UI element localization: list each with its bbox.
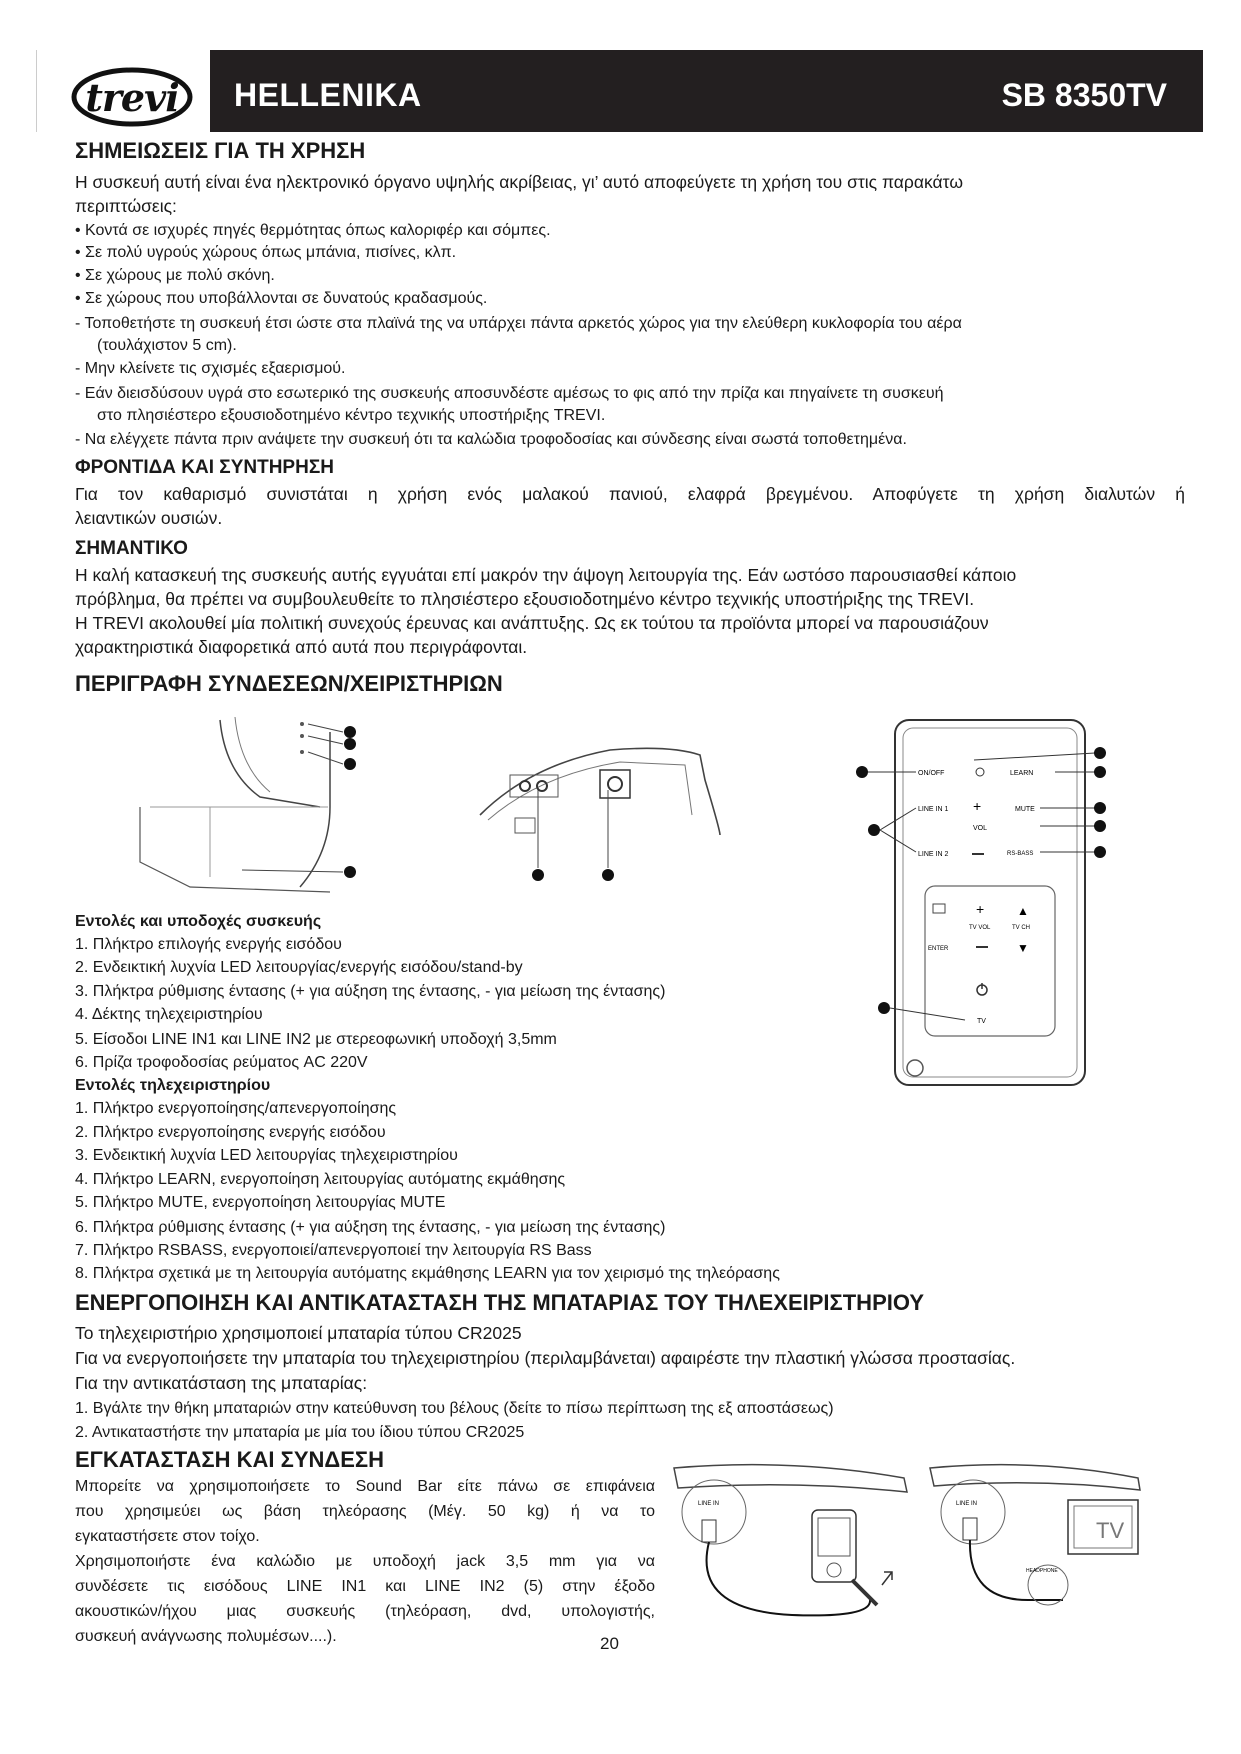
language-title: HELLENIKA xyxy=(234,77,422,113)
remote-label-rsbass: RS-BASS xyxy=(1007,851,1034,857)
remote-label-learn: LEARN xyxy=(1010,770,1034,777)
battery-title: ΕΝΕΡΓΟΠΟΙΗΣΗ ΚΑΙ ΑΝΤΙΚΑΤΑΣΤΑΣΗ ΤΗΣ ΜΠΑΤΑΡΙΑΣ ΤΟΥ ΤΗΛΕΧΕΙΡΙΣΤΗΡΙΟΥ xyxy=(75,1290,925,1315)
battery-step: 1. Βγάλτε την θήκη μπαταριών στην κατεύθυνση του βέλους (δείτε το πίσω περίπτωση της εξ αποστάσεως) xyxy=(75,1400,834,1417)
important-line-4: χαρακτηριστικά διαφορετικά από αυτά που περιγράφονται. xyxy=(75,637,528,657)
usage-dash: - Μην κλείνετε τις σχισμές εξαερισμού. xyxy=(75,360,346,377)
jack-label-2: LINE IN xyxy=(956,1501,978,1507)
trevi-logo: trevi xyxy=(70,66,194,128)
remote-item: 8. Πλήκτρα σχετικά με τη λειτουργία αυτόματης εκμάθησης LEARN για τον χειρισμό της τηλεόρασης xyxy=(75,1265,780,1282)
install-line: Μπορείτε να χρησιμοποιήσετε το Sound Bar είτε πάνω σε επιφάνεια xyxy=(75,1478,655,1495)
care-line-2: λειαντικών ουσιών. xyxy=(75,508,223,528)
battery-line-3: Για την αντικατάσταση της μπαταρίας: xyxy=(75,1373,368,1393)
remote-item: 1. Πλήκτρο ενεργοποίησης/απενεργοποίησης xyxy=(75,1100,397,1117)
soundbar-side-diagram xyxy=(130,712,370,912)
remote-item: 4. Πλήκτρο LEARN, ενεργοποίηση λειτουργίας αυτόματης εκμάθησης xyxy=(75,1171,566,1188)
install-line: που χρησιμεύει ως βάση τηλεόρασης (Μέγ. 50 kg) ή να το xyxy=(75,1503,655,1520)
remote-control-diagram xyxy=(840,718,1140,1088)
svg-text:+: + xyxy=(973,798,982,814)
install-title: ΕΓΚΑΤΑΣΤΑΣΗ ΚΑΙ ΣΥΝΔΕΣΗ xyxy=(75,1447,384,1472)
controls-title: ΠΕΡΙΓΡΑΦΗ ΣΥΝΔΕΣΕΩΝ/ΧΕΙΡΙΣΤΗΡΙΩΝ xyxy=(75,671,503,696)
remote-label-line2: LINE IN 2 xyxy=(918,851,949,858)
battery-line-1: Το τηλεχειριστήριο χρησιμοποιεί μπαταρία τύπου CR2025 xyxy=(75,1323,522,1343)
page-header xyxy=(70,50,1203,132)
usage-bullet: • Κοντά σε ισχυρές πηγές θερμότητας όπως καλοριφέρ και σόμπες. xyxy=(75,222,551,239)
remote-item: 2. Πλήκτρο ενεργοποίησης ενεργής εισόδου xyxy=(75,1124,386,1141)
remote-label-line1: LINE IN 1 xyxy=(918,806,949,813)
header-bar xyxy=(210,50,1203,132)
remote-item: 3. Ενδεικτική λυχνία LED λειτουργίας τηλεχειριστηρίου xyxy=(75,1147,458,1164)
usage-dash: - Εάν διεισδύσουν υγρά στο εσωτερικό της συσκευής αποσυνδέστε αμέσως το φις από την πρίζα και πηγαίνετε τη συσκευή xyxy=(75,385,944,402)
install-line: συσκευή ανάγνωσης πολυμέσων....). xyxy=(75,1628,337,1645)
install-line: Χρησιμοποιήστε ένα καλώδιο με υποδοχή jack 3,5 mm για να xyxy=(75,1553,655,1570)
remote-label-tvvol: TV VOL xyxy=(969,925,991,931)
usage-dash-cont: στο πλησιέστερο εξουσιοδοτημένο κέντρο τεχνικής υποστήριξης TREVI. xyxy=(97,407,606,424)
battery-step: 2. Αντικαταστήστε την μπαταρία με μία του ίδιου τύπου CR2025 xyxy=(75,1424,525,1441)
usage-intro-1: Η συσκευή αυτή είναι ένα ηλεκτρονικό όργανο υψηλής ακρίβειας, γι’ αυτό αποφεύγετε τη χρήση του στις παρακάτω xyxy=(75,172,963,192)
remote-label-enter: ENTER xyxy=(928,946,949,952)
connection-diagram-player xyxy=(672,1460,912,1635)
usage-dash: - Τοποθετήστε τη συσκευή έτσι ώστε στα πλαϊνά της να υπάρχει πάντα αρκετός χώρος για την ελεύθερη κυκλοφορία του αέρα xyxy=(75,315,962,332)
svg-text:▼: ▼ xyxy=(1017,941,1029,955)
svg-text:▲: ▲ xyxy=(1017,904,1029,918)
important-line-1: Η καλή κατασκευή της συσκευής αυτής εγγυάται επί μακρόν την άψογη λειτουργία της. Εάν ωστόσο παρουσιασθεί κάποιο xyxy=(75,565,1017,585)
device-item: 2. Ενδεικτική λυχνία LED λειτουργίας/ενεργής εισόδου/stand-by xyxy=(75,959,523,976)
device-item: 1. Πλήκτρο επιλογής ενεργής εισόδου xyxy=(75,936,342,953)
important-line-2: πρόβλημα, θα πρέπει να συμβουλευθείτε το πλησιέστερο εξουσιοδοτημένο κέντρο τεχνικής υποστήριξης της TREVI. xyxy=(75,589,975,609)
model-number: SB 8350TV xyxy=(1001,77,1167,113)
headphone-label: HEADPHONE xyxy=(1026,1568,1058,1574)
device-item: 4. Δέκτης τηλεχειριστηρίου xyxy=(75,1006,263,1023)
remote-label-vol: VOL xyxy=(973,825,988,832)
remote-item: 5. Πλήκτρο MUTE, ενεργοποίηση λειτουργίας MUTE xyxy=(75,1194,446,1211)
device-item: 3. Πλήκτρα ρύθμισης έντασης (+ για αύξηση της έντασης, - για μείωση της έντασης) xyxy=(75,983,666,1000)
important-line-3: Η TREVI ακολουθεί μία πολιτική συνεχούς έρευνας και ανάπτυξης. Ως εκ τούτου τα προϊόντα μπορεί να παρουσιάζουν xyxy=(75,613,989,633)
usage-title: ΣΗΜΕΙΩΣΕΙΣ ΓΙΑ ΤΗ ΧΡΗΣΗ xyxy=(75,138,366,163)
remote-controls-heading: Εντολές τηλεχειριστηρίου xyxy=(75,1077,271,1094)
usage-bullet: • Σε πολύ υγρούς χώρους όπως μπάνια, πισίνες, κλπ. xyxy=(75,244,457,261)
device-item: 6. Πρίζα τροφοδοσίας ρεύματος AC 220V xyxy=(75,1054,368,1071)
device-item: 5. Είσοδοι LINE IN1 και LINE IN2 με στερεοφωνική υποδοχή 3,5mm xyxy=(75,1031,557,1048)
jack-label-1: LINE IN xyxy=(698,1501,720,1507)
care-line-1: Για τον καθαρισμό συνιστάται η χρήση ενός μαλακού πανιού, ελαφρά βρεγμένου. Αποφύγετε τη χρήση διαλυτών ή xyxy=(75,484,1185,504)
usage-dash-cont: (τουλάχιστον 5 cm). xyxy=(97,337,237,354)
svg-text:+: + xyxy=(976,901,985,917)
connection-diagram-tv xyxy=(928,1460,1148,1620)
remote-item: 6. Πλήκτρα ρύθμισης έντασης (+ για αύξηση της έντασης, - για μείωση της έντασης) xyxy=(75,1219,666,1236)
usage-intro-2: περιπτώσεις: xyxy=(75,196,177,216)
tv-label: TV xyxy=(1096,1518,1125,1543)
soundbar-rear-diagram xyxy=(470,720,730,900)
remote-label-tv: TV xyxy=(977,1018,986,1025)
battery-line-2: Για να ενεργοποιήσετε την μπαταρία του τηλεχειριστηρίου (περιλαμβάνεται) αφαιρέστε την πλαστική γλώσσα προστασίας. xyxy=(75,1348,1016,1368)
care-title: ΦΡΟΝΤΙΔΑ ΚΑΙ ΣΥΝΤΗΡΗΣΗ xyxy=(75,457,334,478)
important-title: ΣΗΜΑΝΤΙΚΟ xyxy=(75,538,188,559)
device-controls-heading: Εντολές και υποδοχές συσκευής xyxy=(75,913,322,930)
usage-bullet: • Σε χώρους που υποβάλλονται σε δυνατούς κραδασμούς. xyxy=(75,290,488,307)
usage-dash: - Να ελέγχετε πάντα πριν ανάψετε την συσκευή ότι τα καλώδια τροφοδοσίας και σύνδεσης είναι σωστά τοποθετημένα. xyxy=(75,431,907,448)
remote-item: 7. Πλήκτρο RSBASS, ενεργοποιεί/απενεργοποιεί την λειτουργία RS Bass xyxy=(75,1242,592,1259)
install-line: ακουστικών/ήχου μιας συσκευής (τηλεόραση, dvd, υπολογιστής, xyxy=(75,1603,655,1620)
remote-label-mute: MUTE xyxy=(1015,806,1035,813)
page-number: 20 xyxy=(600,1634,619,1653)
margin-line xyxy=(36,50,37,132)
install-line: συνδέσετε τις εισόδους LINE IN1 και LINE IN2 (5) στην έξοδο xyxy=(75,1578,655,1595)
remote-label-onoff: ON/OFF xyxy=(918,770,945,777)
usage-bullet: • Σε χώρους με πολύ σκόνη. xyxy=(75,267,275,284)
remote-label-tvch: TV CH xyxy=(1012,925,1030,931)
install-line: εγκαταστήσετε στον τοίχο. xyxy=(75,1528,260,1545)
